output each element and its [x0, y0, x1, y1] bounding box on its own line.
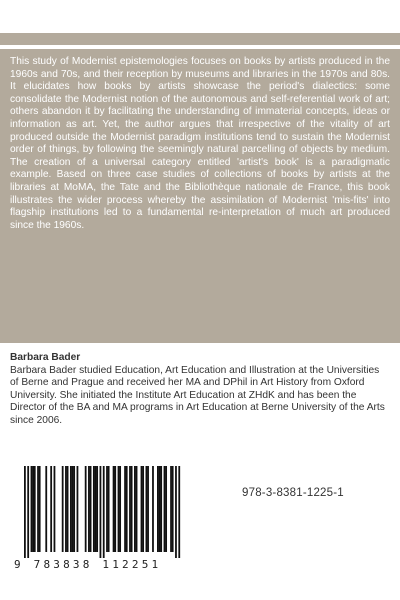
barcode-bar — [70, 466, 72, 552]
barcode-bar — [39, 466, 41, 552]
barcode-bar — [88, 466, 90, 552]
barcode-bar — [77, 466, 79, 552]
barcode-bar — [124, 466, 126, 552]
barcode-bar — [62, 466, 64, 552]
barcode-bar — [32, 466, 34, 552]
barcode-bar — [90, 466, 92, 552]
barcode-guard-bar — [178, 466, 180, 558]
barcode-bar — [108, 466, 110, 552]
barcode-bar — [170, 466, 172, 552]
barcode-bar — [136, 466, 138, 552]
barcode-bar — [129, 466, 131, 552]
barcode-bar — [159, 466, 161, 552]
barcode-bar — [164, 466, 166, 552]
barcode-bar — [50, 466, 52, 552]
barcode-bar — [31, 466, 33, 552]
barcode-bar — [72, 466, 74, 552]
barcode-guard-bar — [100, 466, 102, 558]
barcode-bar — [146, 466, 148, 552]
barcode-bar — [118, 466, 120, 552]
author-bio: Barbara Bader studied Education, Art Education and Illustration at the Universities of Berne and Prague and received her MA and DPhil in Art History from Oxford University. She initiated the Institute Art Education at ZHdK and has been the Director of the BA and MA programs in Art Education at Berne University of the Arts since 2006. — [10, 364, 385, 426]
barcode-bar — [65, 466, 67, 552]
barcode-bar — [157, 466, 159, 552]
barcode-bars — [14, 466, 182, 558]
blurb-text: This study of Modernist epistemologies focuses on books by artists produced in the 1960s and 70s, and their reception by museums and libraries in the 1970s and 80s. It elucidates how books by artists showcase the period's dialectics: some consolidate the Modernist notion of the autonomous and self-referential work of art; others abandon it by facilitating the understanding of immaterial concepts, ideas or information as art. Yet, the author argues that irrespective of the vitality of art produced outside the Modernist paradigm institutions tend to sustain the Modernist order of things, by following the seemingly natural parcelling of objects by medium. The creation of a universal category entitled 'artist's book' is a paradigmatic example. Based on three case studies of collections of books by artists at the libraries at MoMA, the Tate and the Bibliothèque nationale de France, this book illustrates the wider process whereby the assimilation of Modernist 'mis-fits' into flagship institutions led to a fundamental re-interpretation of much art produced since the 1960s. — [10, 56, 390, 231]
barcode-bar — [95, 466, 97, 552]
barcode-bar — [96, 466, 98, 552]
barcode-bar — [113, 466, 115, 552]
barcode-bar — [67, 466, 69, 552]
barcode-bar — [45, 466, 47, 552]
author-section — [10, 352, 390, 428]
barcode-bar — [131, 466, 133, 552]
barcode-bar — [37, 466, 39, 552]
barcode-bar — [85, 466, 87, 552]
barcode-bar — [106, 466, 108, 552]
top-color-stripe — [0, 33, 400, 45]
barcode-bar — [165, 466, 167, 552]
barcode-bar — [93, 466, 95, 552]
barcode-bar — [160, 466, 162, 552]
barcode-bar — [147, 466, 149, 552]
author-name: Barbara Bader — [10, 352, 81, 363]
barcode-bar — [141, 466, 143, 552]
top-margin — [0, 0, 400, 33]
barcode-bar — [126, 466, 128, 552]
barcode-guard-bar — [103, 466, 105, 558]
barcode-bar — [119, 466, 121, 552]
barcode-bar — [73, 466, 75, 552]
barcode-digits: 9 783838 112251 — [14, 558, 162, 571]
barcode-bar — [114, 466, 116, 552]
barcode-guard-bar — [24, 466, 26, 558]
barcode-bar — [134, 466, 136, 552]
barcode-guard-bar — [27, 466, 29, 558]
barcode-bar — [34, 466, 36, 552]
blurb-panel — [0, 49, 400, 343]
barcode-guard-bar — [175, 466, 177, 558]
isbn-number: 978-3-8381-1225-1 — [242, 487, 344, 499]
barcode-bar — [152, 466, 154, 552]
barcode-bar — [54, 466, 56, 552]
barcode-bar — [142, 466, 144, 552]
barcode — [14, 466, 182, 574]
barcode-bar — [172, 466, 174, 552]
